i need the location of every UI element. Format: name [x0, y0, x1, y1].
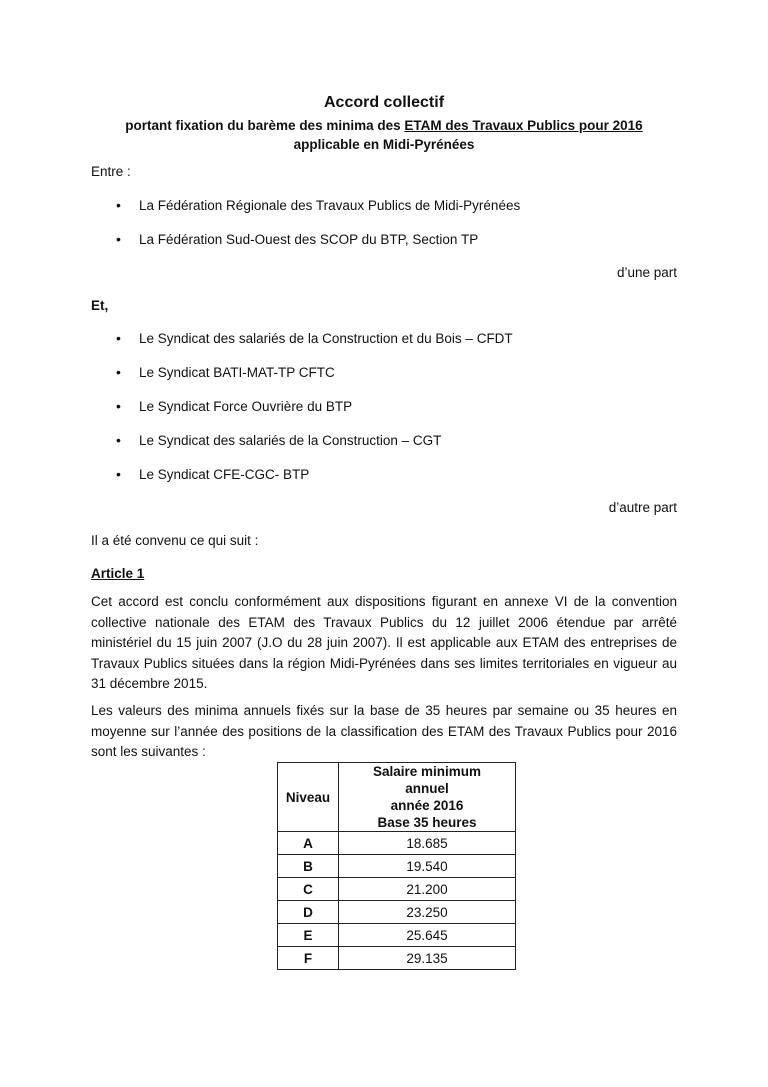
salary-cell: 23.250	[339, 901, 516, 924]
salary-cell: 25.645	[339, 924, 516, 947]
table-row	[278, 924, 516, 947]
bullet-icon: •	[116, 432, 121, 448]
article-paragraph-1: Cet accord est conclu conformément aux dispositions figurant en annexe VI de la convention collective nationale des ETAM des Travaux Publics du 12 juillet 2006 étendue par arrêté ministériel du 15 juin 2007 (J.O du 28 juin 2007). Il est applicable aux ETAM des entreprises de Travaux Publics situées dans la région Midi-Pyrénées dans ses limites territoriales en vigueur au 31 décembre 2015.	[91, 594, 677, 691]
level-cell: D	[278, 901, 339, 924]
table-header-row	[278, 763, 516, 832]
article-heading: Article 1	[91, 566, 145, 581]
header-line: annuel	[405, 781, 449, 796]
salary-cell: 19.540	[339, 855, 516, 878]
table-row	[278, 855, 516, 878]
subtitle-underlined: ETAM des Travaux Publics pour 2016	[404, 118, 643, 133]
list-item: Le Syndicat Force Ouvrière du BTP	[139, 399, 353, 414]
bullet-icon: •	[116, 466, 121, 482]
table-row	[278, 901, 516, 924]
bullet-icon: •	[116, 231, 121, 247]
level-cell: A	[278, 832, 339, 855]
column-header-salary	[339, 763, 516, 832]
salary-table	[277, 762, 516, 970]
column-header-level: Niveau	[278, 763, 339, 832]
article-paragraph-2: Les valeurs des minima annuels fixés sur la base de 35 heures par semaine ou 35 heures en moyenne sur l’année des positions de la classification des ETAM des Travaux Publics pour 2016 sont les suivantes :	[91, 703, 677, 759]
list-item: Le Syndicat BATI-MAT-TP CFTC	[139, 365, 335, 380]
level-cell: B	[278, 855, 339, 878]
table-row	[278, 878, 516, 901]
list-item: Le Syndicat des salariés de la Construction et du Bois – CFDT	[139, 331, 513, 346]
level-cell: E	[278, 924, 339, 947]
level-cell: C	[278, 878, 339, 901]
salary-cell: 21.200	[339, 878, 516, 901]
parties2-intro: Et,	[91, 298, 109, 313]
header-line: année 2016	[390, 798, 464, 813]
parties1-closing: d’une part	[616, 265, 677, 280]
header-line: Salaire minimum	[372, 764, 482, 779]
document-subtitle	[0, 116, 768, 154]
agreed-statement: Il a été convenu ce qui suit :	[91, 533, 259, 548]
list-item: La Fédération Régionale des Travaux Publics de Midi-Pyrénées	[139, 198, 521, 213]
table-row	[278, 947, 516, 970]
salary-cell: 18.685	[339, 832, 516, 855]
bullet-icon: •	[116, 197, 121, 213]
parties1-intro: Entre :	[91, 164, 131, 179]
bullet-icon: •	[116, 364, 121, 380]
document-title: Accord collectif	[323, 94, 445, 111]
level-cell: F	[278, 947, 339, 970]
subtitle-text: portant fixation du barème des minima des	[125, 118, 405, 133]
parties2-closing: d’autre part	[608, 500, 677, 515]
bullet-icon: •	[116, 398, 121, 414]
list-item: Le Syndicat CFE-CGC- BTP	[139, 467, 310, 482]
bullet-icon: •	[116, 330, 121, 346]
salary-cell: 29.135	[339, 947, 516, 970]
list-item: Le Syndicat des salariés de la Construction – CGT	[139, 433, 442, 448]
subtitle-line2: applicable en Midi-Pyrénées	[293, 137, 475, 152]
table-row	[278, 832, 516, 855]
header-line: Base 35 heures	[377, 815, 477, 830]
list-item: La Fédération Sud-Ouest des SCOP du BTP, Section TP	[139, 232, 479, 247]
